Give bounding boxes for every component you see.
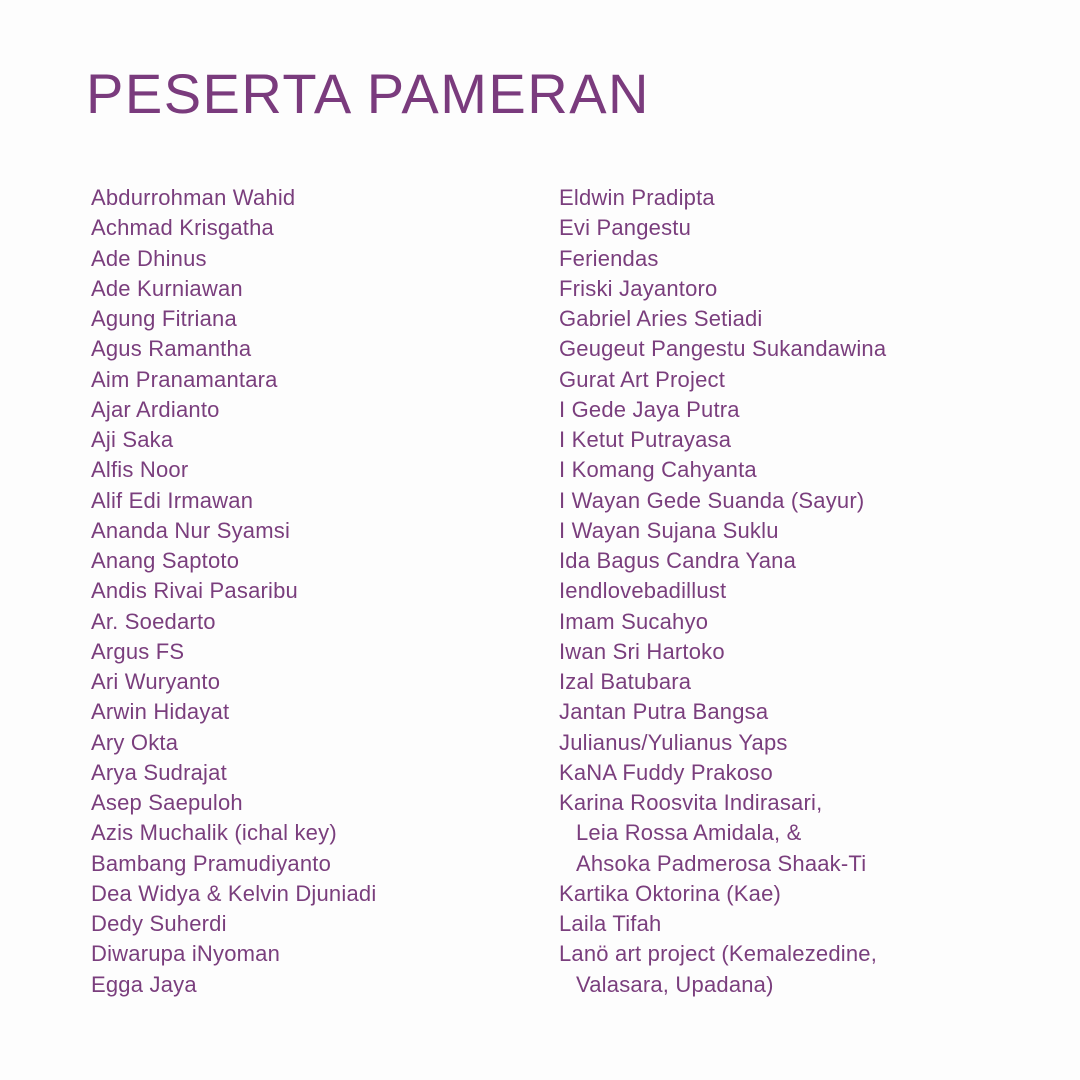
list-item: Arya Sudrajat: [91, 759, 227, 785]
list-item: Alfis Noor: [91, 457, 189, 483]
list-item: Achmad Krisgatha: [91, 215, 274, 241]
list-item: Ida Bagus Candra Yana: [559, 548, 797, 573]
list-item: Julianus/Yulianus Yaps: [559, 729, 788, 755]
list-item: Agus Ramantha: [91, 336, 252, 362]
list-item: Asep Saepuloh: [91, 790, 243, 815]
list-item: Diwarupa iNyoman: [91, 941, 281, 967]
list-item: Ade Dhinus: [91, 245, 207, 271]
list-item: Evi Pangestu: [559, 215, 692, 241]
list-item: Egga Jaya: [91, 971, 197, 997]
list-item: Aim Pranamantara: [91, 366, 278, 392]
list-item: I Gede Jaya Putra: [559, 396, 740, 422]
list-item: Feriendas: [559, 245, 659, 271]
list-item: Jantan Putra Bangsa: [559, 699, 769, 725]
list-item: Gabriel Aries Setiadi: [559, 306, 763, 331]
list-item: KaNA Fuddy Prakoso: [559, 759, 773, 785]
list-item: Arwin Hidayat: [91, 699, 230, 725]
page-title: PESERTA PAMERAN: [86, 62, 650, 125]
list-item: Dea Widya & Kelvin Djuniadi: [91, 880, 377, 906]
list-item: Ajar Ardianto: [91, 396, 220, 422]
list-item-continuation: Ahsoka Padmerosa Shaak-Ti: [576, 850, 867, 876]
list-item: Bambang Pramudiyanto: [91, 850, 332, 876]
list-item: Laila Tifah: [559, 911, 662, 936]
participants-list-right: [559, 183, 1059, 1000]
list-item: Azis Muchalik (ichal key): [91, 820, 337, 846]
list-item: I Wayan Gede Suanda (Sayur): [559, 487, 865, 513]
list-item: Ari Wuryanto: [91, 669, 221, 694]
list-item: Alif Edi Irmawan: [91, 487, 254, 513]
list-item: Friski Jayantoro: [559, 275, 718, 301]
list-item: Anang Saptoto: [91, 548, 240, 573]
participants-list-left: [91, 183, 531, 1000]
list-item: I Wayan Sujana Suklu: [559, 517, 779, 543]
list-item: Aji Saka: [91, 427, 174, 452]
list-item: Abdurrohman Wahid: [91, 185, 296, 210]
list-item: Lanö art project (Kemalezedine,: [559, 941, 878, 967]
list-item: Agung Fitriana: [91, 306, 237, 331]
list-item: Imam Sucahyo: [559, 608, 709, 634]
list-item: Izal Batubara: [559, 669, 692, 694]
list-item-continuation: Valasara, Upadana): [576, 971, 774, 997]
list-item-continuation: Leia Rossa Amidala, &: [576, 820, 802, 846]
list-item: Ade Kurniawan: [91, 275, 243, 301]
list-item: I Komang Cahyanta: [559, 457, 757, 483]
list-item: Ananda Nur Syamsi: [91, 517, 291, 543]
list-item: I Ketut Putrayasa: [559, 427, 732, 452]
list-item: Gurat Art Project: [559, 366, 726, 392]
list-item: Iendlovebadillust: [559, 578, 727, 604]
list-item: Dedy Suherdi: [91, 911, 227, 936]
list-item: Ary Okta: [91, 729, 179, 755]
list-item: Argus FS: [91, 638, 185, 664]
list-item: Geugeut Pangestu Sukandawina: [559, 336, 887, 362]
list-item: Kartika Oktorina (Kae): [559, 880, 782, 906]
list-item: Andis Rivai Pasaribu: [91, 578, 298, 604]
list-item: Eldwin Pradipta: [559, 185, 715, 210]
list-item: Karina Roosvita Indirasari,: [559, 790, 823, 815]
list-item: Ar. Soedarto: [91, 608, 216, 634]
list-item: Iwan Sri Hartoko: [559, 638, 725, 664]
